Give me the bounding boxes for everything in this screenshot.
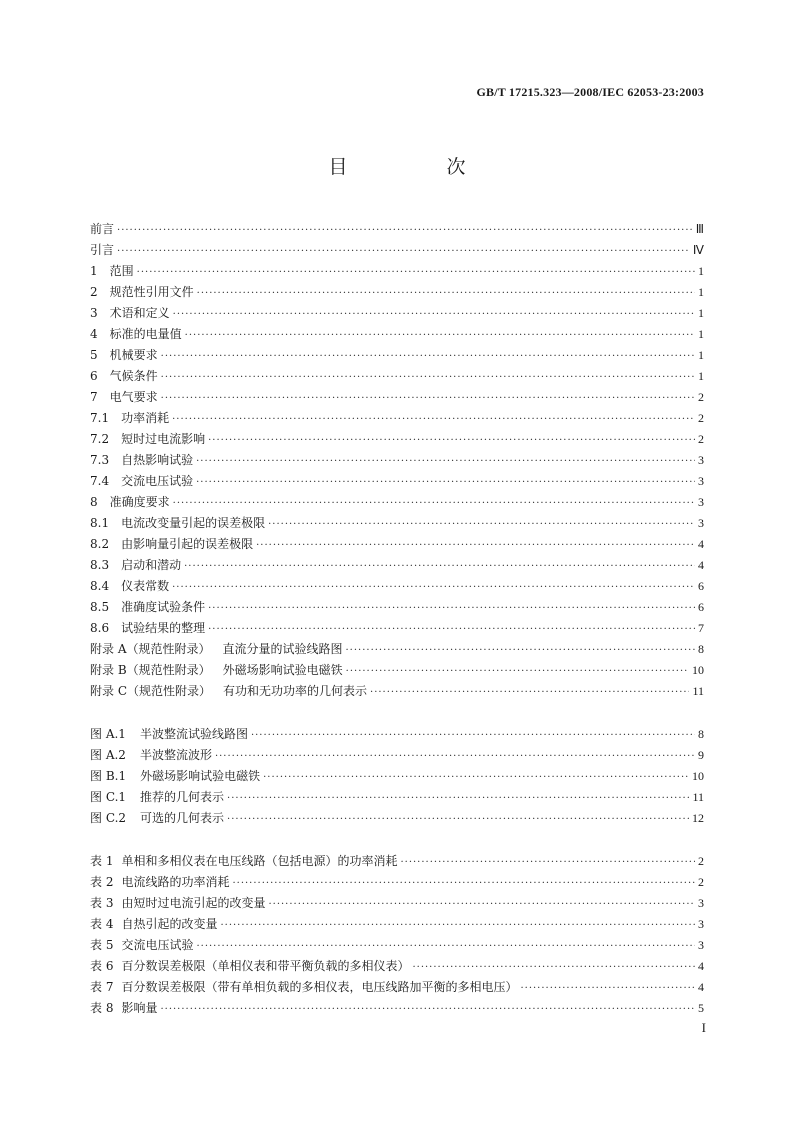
toc-leader-dots	[172, 409, 695, 430]
toc-entry-page: 1	[698, 327, 704, 341]
toc-entry-page: 3	[698, 495, 704, 509]
toc-entry[interactable]	[90, 618, 704, 639]
toc-entry-label: 范围	[109, 264, 134, 278]
toc-leader-dots	[256, 535, 695, 556]
toc-entry-number: 附录 C（规范性附录）	[90, 684, 211, 698]
toc-entry[interactable]	[90, 576, 704, 597]
toc-entry-label: 由影响量引起的误差极限	[121, 537, 254, 551]
toc-entry-number: 3	[90, 306, 98, 320]
toc-entry-number: 8.2	[90, 537, 110, 551]
toc-entry-number: 图 A.1	[90, 727, 126, 741]
toc-entry-label: 由短时过电流引起的改变量	[121, 896, 266, 910]
toc-entry-label: 电流改变量引起的误差极限	[121, 516, 266, 530]
toc-leader-dots	[400, 852, 695, 873]
toc-entry-label: 外磁场影响试验电磁铁	[140, 769, 261, 783]
toc-entry[interactable]	[90, 893, 704, 914]
toc-entry[interactable]	[90, 851, 704, 872]
toc-entry-label: 交流电压试验	[121, 938, 194, 952]
toc-entry-number: 表 1	[90, 854, 114, 868]
toc-entry[interactable]	[90, 872, 704, 893]
toc-entry[interactable]	[90, 998, 704, 1019]
toc-entry-page: 2	[698, 411, 704, 425]
toc-entry-label: 交流电压试验	[121, 474, 194, 488]
toc-leader-dots	[370, 682, 689, 703]
toc-tables	[90, 851, 704, 1019]
toc-entry-number: 7.4	[90, 474, 110, 488]
toc-entry-label: 单相和多相仪表在电压线路（包括电源）的功率消耗	[121, 854, 398, 868]
toc-leader-dots	[520, 978, 695, 999]
toc-entry[interactable]	[90, 681, 704, 702]
toc-entry-label: 机械要求	[109, 348, 158, 362]
toc-entry-page: 6	[698, 579, 704, 593]
toc-entry[interactable]	[90, 219, 704, 240]
toc-leader-dots	[208, 430, 695, 451]
toc-leader-dots	[197, 283, 695, 304]
toc-entry-page: 10	[692, 663, 704, 677]
toc-figures	[90, 724, 704, 829]
toc-entry-number: 8.1	[90, 516, 110, 530]
toc-entry-label: 启动和潜动	[121, 558, 182, 572]
toc-entry[interactable]	[90, 303, 704, 324]
toc-leader-dots	[161, 388, 695, 409]
toc-entry-number: 附录 A（规范性附录）	[90, 642, 211, 656]
toc-leader-dots	[227, 788, 689, 809]
toc-entry-label: 自热引起的改变量	[121, 917, 218, 931]
toc-leader-dots	[185, 325, 695, 346]
toc-entry[interactable]	[90, 977, 704, 998]
toc-leader-dots	[346, 661, 689, 682]
toc-leader-dots	[161, 346, 695, 367]
toc-entry-number: 表 8	[90, 1001, 114, 1015]
toc-entry-number: 表 7	[90, 980, 114, 994]
toc-leader-dots	[268, 894, 695, 915]
toc-leader-dots	[208, 598, 695, 619]
toc-entry[interactable]	[90, 408, 704, 429]
toc-entry-number: 1	[90, 264, 98, 278]
toc-leader-dots	[196, 936, 695, 957]
toc-entry-page: 3	[698, 516, 704, 530]
toc-entry-page: 10	[692, 769, 704, 783]
toc-entry-page: Ⅳ	[692, 243, 704, 257]
toc-leader-dots	[232, 873, 695, 894]
toc-main	[90, 219, 704, 702]
toc-entry-page: 2	[698, 390, 704, 404]
toc-entry-label: 试验结果的整理	[121, 621, 206, 635]
toc-entry[interactable]	[90, 808, 704, 829]
toc-leader-dots	[184, 556, 695, 577]
toc-entry-label: 可选的几何表示	[140, 811, 225, 825]
toc-leader-dots	[215, 746, 695, 767]
toc-entry-number: 8.3	[90, 558, 110, 572]
toc-entry-page: 2	[698, 854, 704, 868]
toc-entry-label: 外磁场影响试验电磁铁	[222, 663, 343, 677]
toc-entry[interactable]	[90, 366, 704, 387]
toc-entry-page: 11	[692, 684, 704, 698]
toc-entry-label: 百分数误差极限（带有单相负载的多相仪表，电压线路加平衡的多相电压）	[121, 980, 518, 994]
toc-entry[interactable]	[90, 261, 704, 282]
toc-entry-label: 百分数误差极限（单相仪表和带平衡负载的多相仪表）	[121, 959, 410, 973]
toc-entry-number: 附录 B（规范性附录）	[90, 663, 211, 677]
toc-entry-label: 半波整流试验线路图	[139, 727, 248, 741]
toc-entry-label: 电流线路的功率消耗	[121, 875, 230, 889]
toc-entry[interactable]	[90, 534, 704, 555]
toc-entry-number: 表 5	[90, 938, 114, 952]
toc-entry-number: 8.6	[90, 621, 110, 635]
toc-entry-number: 2	[90, 285, 98, 299]
toc-entry[interactable]	[90, 724, 704, 745]
toc-entry-page: 4	[698, 980, 704, 994]
page-title: 目 次	[328, 156, 506, 178]
toc-entry-page: 5	[698, 1001, 704, 1015]
toc-entry-page: 4	[698, 959, 704, 973]
toc-entry[interactable]	[90, 513, 704, 534]
toc-entry-number: 7.2	[90, 432, 110, 446]
toc-entry[interactable]	[90, 450, 704, 471]
toc-entry-label: 准确度试验条件	[121, 600, 206, 614]
toc-entry[interactable]	[90, 240, 704, 261]
toc-entry[interactable]	[90, 935, 704, 956]
toc-entry-page: 3	[698, 917, 704, 931]
toc-leader-dots	[160, 999, 695, 1020]
toc-entry-page: 4	[698, 558, 704, 572]
toc-entry-page: 2	[698, 432, 704, 446]
toc-leader-dots	[161, 367, 695, 388]
toc-leader-dots	[263, 767, 689, 788]
toc-entry-number: 图 B.1	[90, 769, 127, 783]
toc-entry-number: 表 3	[90, 896, 114, 910]
toc-leader-dots	[117, 220, 693, 241]
toc-leader-dots	[117, 241, 690, 262]
toc-entry-number: 7.1	[90, 411, 110, 425]
toc-entry-label: 规范性引用文件	[109, 285, 194, 299]
toc-entry[interactable]	[90, 914, 704, 935]
toc-entry-label: 准确度要求	[109, 495, 170, 509]
toc-entry-label: 影响量	[121, 1001, 158, 1015]
toc-entry-number: 4	[90, 327, 98, 341]
toc-entry-label: 功率消耗	[121, 411, 170, 425]
toc-entry-label: 有功和无功功率的几何表示	[223, 684, 368, 698]
toc-entry-label: 引言	[90, 243, 115, 257]
toc-leader-dots	[268, 514, 695, 535]
toc-leader-dots	[220, 915, 695, 936]
toc-entry-label: 半波整流波形	[139, 748, 212, 762]
toc-entry[interactable]	[90, 492, 704, 513]
toc-entry-number: 7	[90, 390, 98, 404]
toc-entry-label: 推荐的几何表示	[140, 790, 225, 804]
toc-leader-dots	[412, 957, 695, 978]
toc-leader-dots	[137, 262, 695, 283]
toc-entry-label: 术语和定义	[109, 306, 170, 320]
standard-header: GB/T 17215.323—2008/IEC 62053-23:2003	[476, 85, 704, 99]
toc-entry[interactable]	[90, 471, 704, 492]
toc-entry-page: 3	[698, 474, 704, 488]
toc-entry-label: 仪表常数	[121, 579, 170, 593]
toc-leader-dots	[173, 304, 695, 325]
toc-entry-number: 6	[90, 369, 98, 383]
toc-entry-page: 3	[698, 453, 704, 467]
toc-entry-number: 8.5	[90, 600, 110, 614]
toc-entry-page: 4	[698, 537, 704, 551]
toc-entry[interactable]	[90, 745, 704, 766]
toc-entry[interactable]	[90, 787, 704, 808]
toc-leader-dots	[196, 451, 695, 472]
toc-entry[interactable]	[90, 345, 704, 366]
toc-entry[interactable]	[90, 597, 704, 618]
toc-entry-label: 标准的电量值	[109, 327, 182, 341]
toc-entry-page: 2	[698, 875, 704, 889]
toc-entry-page: 11	[692, 790, 704, 804]
toc-entry-page: 8	[698, 727, 704, 741]
toc-entry-label: 自热影响试验	[121, 453, 194, 467]
toc-entry-page: 1	[698, 306, 704, 320]
toc-entry[interactable]	[90, 387, 704, 408]
toc-leader-dots	[346, 640, 696, 661]
toc-entry-page: 1	[698, 369, 704, 383]
toc-entry-page: 8	[698, 642, 704, 656]
toc-entry-label: 短时过电流影响	[121, 432, 206, 446]
toc-entry-page: 1	[698, 285, 704, 299]
toc-entry-number: 8.4	[90, 579, 110, 593]
toc-leader-dots	[208, 619, 695, 640]
toc-entry-number: 图 A.2	[90, 748, 126, 762]
toc-entry-number: 图 C.2	[90, 811, 127, 825]
toc-entry-page: 9	[698, 748, 704, 762]
toc-entry-number: 表 4	[90, 917, 114, 931]
toc-entry-page: 3	[698, 938, 704, 952]
toc-entry-number: 表 2	[90, 875, 114, 889]
toc-leader-dots	[196, 472, 695, 493]
toc-entry-page: 3	[698, 896, 704, 910]
toc-entry-page: Ⅲ	[695, 222, 704, 236]
toc-entry-number: 5	[90, 348, 98, 362]
page-number: I	[701, 1020, 706, 1035]
toc-entry-page: 12	[692, 811, 704, 825]
toc-leader-dots	[227, 809, 689, 830]
toc-entry[interactable]	[90, 282, 704, 303]
toc-entry-page: 7	[698, 621, 704, 635]
toc-entry-label: 前言	[90, 222, 115, 236]
toc-leader-dots	[173, 493, 695, 514]
toc-entry[interactable]	[90, 639, 704, 660]
toc-entry-page: 1	[698, 348, 704, 362]
toc-entry-label: 气候条件	[109, 369, 158, 383]
toc-entry-number: 7.3	[90, 453, 110, 467]
toc-entry-number: 表 6	[90, 959, 114, 973]
toc-entry-label: 电气要求	[109, 390, 158, 404]
toc-entry[interactable]	[90, 766, 704, 787]
toc-entry[interactable]	[90, 324, 704, 345]
toc-entry-page: 1	[698, 264, 704, 278]
toc-leader-dots	[172, 577, 695, 598]
toc-entry[interactable]	[90, 555, 704, 576]
toc-entry-number: 8	[90, 495, 98, 509]
toc-entry-label: 直流分量的试验线路图	[222, 642, 343, 656]
toc-entry[interactable]	[90, 429, 704, 450]
toc-entry-number: 图 C.1	[90, 790, 127, 804]
toc-leader-dots	[251, 725, 695, 746]
toc-entry[interactable]	[90, 660, 704, 681]
toc-entry-page: 6	[698, 600, 704, 614]
toc-entry[interactable]	[90, 956, 704, 977]
